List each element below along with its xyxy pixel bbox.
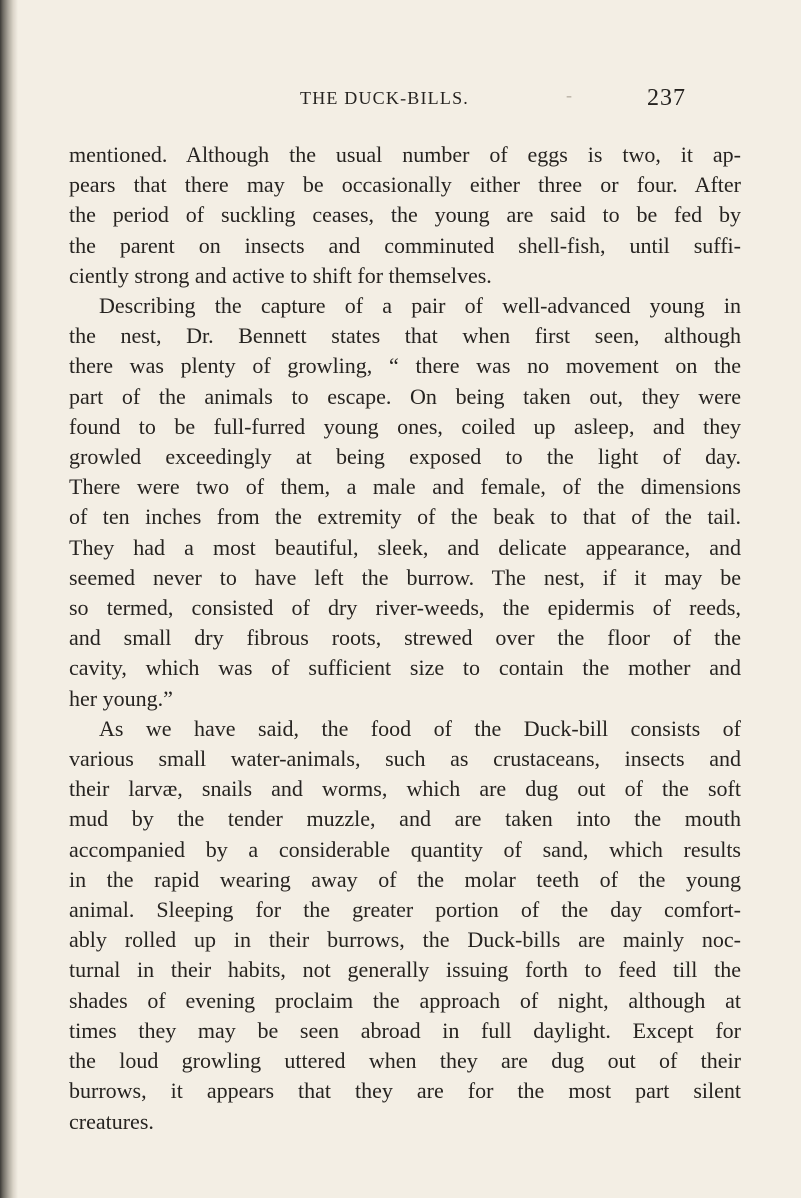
text-line: times they may be seen abroad in full daylight. Except for [69, 1017, 741, 1043]
text-line: part of the animals to escape. On being taken out, they were [69, 383, 741, 409]
text-line: their larvæ, snails and worms, which are dug out of the soft [69, 776, 741, 802]
text-line: the nest, Dr. Bennett states that when first seen, although [69, 323, 741, 349]
text-line: As we have said, the food of the Duck-bill consists of [99, 715, 741, 741]
text-line: pears that there may be occasionally either three or four. After [69, 172, 741, 198]
text-line: the period of suckling ceases, the young are said to be fed by [69, 202, 741, 228]
text-line: in the rapid wearing away of the molar teeth of the young [69, 866, 741, 892]
text-line: They had a most beautiful, sleek, and delicate appearance, and [69, 534, 741, 560]
text-line: There were two of them, a male and female, of the dimensions [69, 474, 741, 500]
text-line: Describing the capture of a pair of well-advanced young in [99, 293, 741, 319]
text-line: mentioned. Although the usual number of eggs is two, it ap- [69, 142, 741, 167]
text-line: accompanied by a considerable quantity of sand, which results [69, 836, 741, 862]
body-text [69, 140, 741, 1137]
text-line: her young.” [69, 685, 173, 711]
text-line: ciently strong and active to shift for themselves. [69, 262, 492, 288]
text-line: the loud growling uttered when they are dug out of their [69, 1048, 741, 1074]
text-line: creatures. [69, 1108, 154, 1134]
text-line: ably rolled up in their burrows, the Duck-bills are mainly noc- [69, 927, 741, 953]
text-line: mud by the tender muzzle, and are taken into the mouth [69, 806, 741, 832]
running-head [0, 85, 801, 118]
text-line: burrows, it appears that they are for the most part silent [69, 1078, 741, 1104]
text-line: seemed never to have left the burrow. The nest, if it may be [69, 564, 741, 590]
page-number: 237 [647, 85, 686, 111]
text-line: so termed, consisted of dry river-weeds, the epidermis of reeds, [69, 595, 741, 621]
running-head-dash: - [566, 85, 572, 105]
text-line: cavity, which was of sufficient size to contain the mother and [69, 655, 741, 681]
binding-shadow [0, 0, 18, 1198]
text-line: animal. Sleeping for the greater portion of the day comfort- [69, 897, 741, 923]
text-line: shades of evening proclaim the approach of night, although at [69, 987, 741, 1013]
text-line: turnal in their habits, not generally issuing forth to feed till the [69, 957, 741, 983]
text-line: the parent on insects and comminuted shell-fish, until suffi- [69, 232, 741, 258]
text-line: various small water-animals, such as crustaceans, insects and [69, 746, 741, 772]
text-line: found to be full-furred young ones, coiled up asleep, and they [69, 413, 741, 439]
text-line: of ten inches from the extremity of the beak to that of the tail. [69, 504, 741, 530]
text-line: and small dry fibrous roots, strewed over the floor of the [69, 625, 741, 651]
text-line: there was plenty of growling, “ there was no movement on the [69, 353, 741, 379]
running-head-title: THE DUCK-BILLS. [300, 88, 469, 108]
text-line: growled exceedingly at being exposed to the light of day. [69, 444, 741, 470]
